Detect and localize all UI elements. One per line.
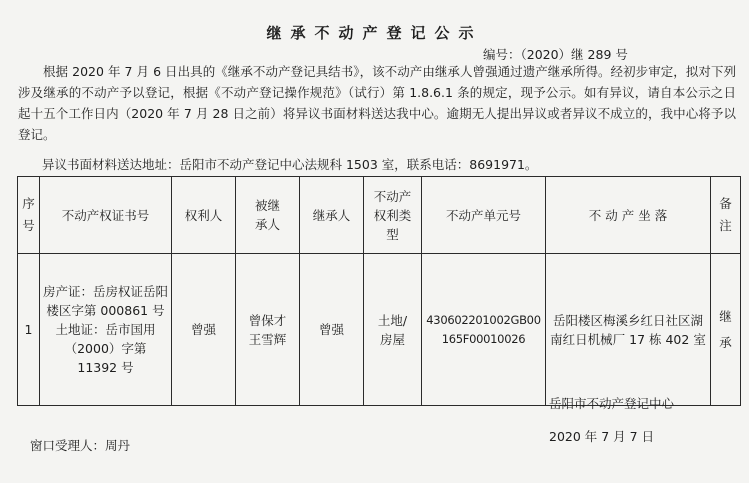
cell-owner: 曾强 bbox=[172, 254, 236, 406]
header-owner: 权利人 bbox=[172, 177, 236, 254]
header-deceased: 被继承人 bbox=[236, 177, 300, 254]
header-remark: 备注 bbox=[711, 177, 741, 254]
document-title: 继承不动产登记公示 bbox=[266, 24, 483, 42]
cell-location: 岳阳楼区梅溪乡红日社区湖南红日机械厂 17 栋 402 室 bbox=[546, 254, 711, 406]
notice-paragraph: 根据 2020 年 7 月 6 日出具的《继承不动产登记具结书》，该不动产由继承人曾强通过遗产继承所得。经初步审定，拟对下列涉及继承的不动产予以登记，根据《不动产登记操作规范》（试行）第 1.8.6.1 条的规定，现予公示。如有异议，请自本公示之日起十五个工作日内（2020 年 7 月 28 日之前）将异议书面材料送达我中心。逾期无人提出异议或者异议不成立的，我中心将予以登记。 bbox=[18, 64, 736, 142]
header-heir: 继承人 bbox=[300, 177, 364, 254]
objection-address: 异议书面材料送达地址：岳阳市不动产登记中心法规科 1503 室，联系电话：8691971。 bbox=[42, 157, 538, 172]
table-row bbox=[18, 254, 741, 406]
cell-unit-no: 430602201002GB00165F00010026 bbox=[422, 254, 546, 406]
issuing-organization: 岳阳市不动产登记中心 bbox=[549, 396, 675, 411]
window-clerk: 窗口受理人：周丹 bbox=[30, 438, 131, 453]
issue-date: 2020 年 7 月 7 日 bbox=[549, 429, 655, 444]
cell-right-type: 土地/房屋 bbox=[364, 254, 422, 406]
table-header-row bbox=[18, 177, 741, 254]
document-number: 编号：（2020）继 289 号 bbox=[483, 47, 628, 62]
cell-deceased: 曾保才 王雪辉 bbox=[236, 254, 300, 406]
cell-cert-no: 房产证：岳房权证岳阳楼区字第 000861 号 土地证：岳市国用（2000）字第 11392 号 bbox=[40, 254, 172, 406]
header-seq: 序号 bbox=[18, 177, 40, 254]
header-right-type: 不动产权利类型 bbox=[364, 177, 422, 254]
header-location: 不 动 产 坐 落 bbox=[546, 177, 711, 254]
notice-body bbox=[18, 61, 736, 145]
cell-seq: 1 bbox=[18, 254, 40, 406]
cell-heir: 曾强 bbox=[300, 254, 364, 406]
header-cert-no: 不动产权证书号 bbox=[40, 177, 172, 254]
registration-table bbox=[17, 176, 741, 406]
cell-remark: 继承 bbox=[711, 254, 741, 406]
header-unit-no: 不动产单元号 bbox=[422, 177, 546, 254]
